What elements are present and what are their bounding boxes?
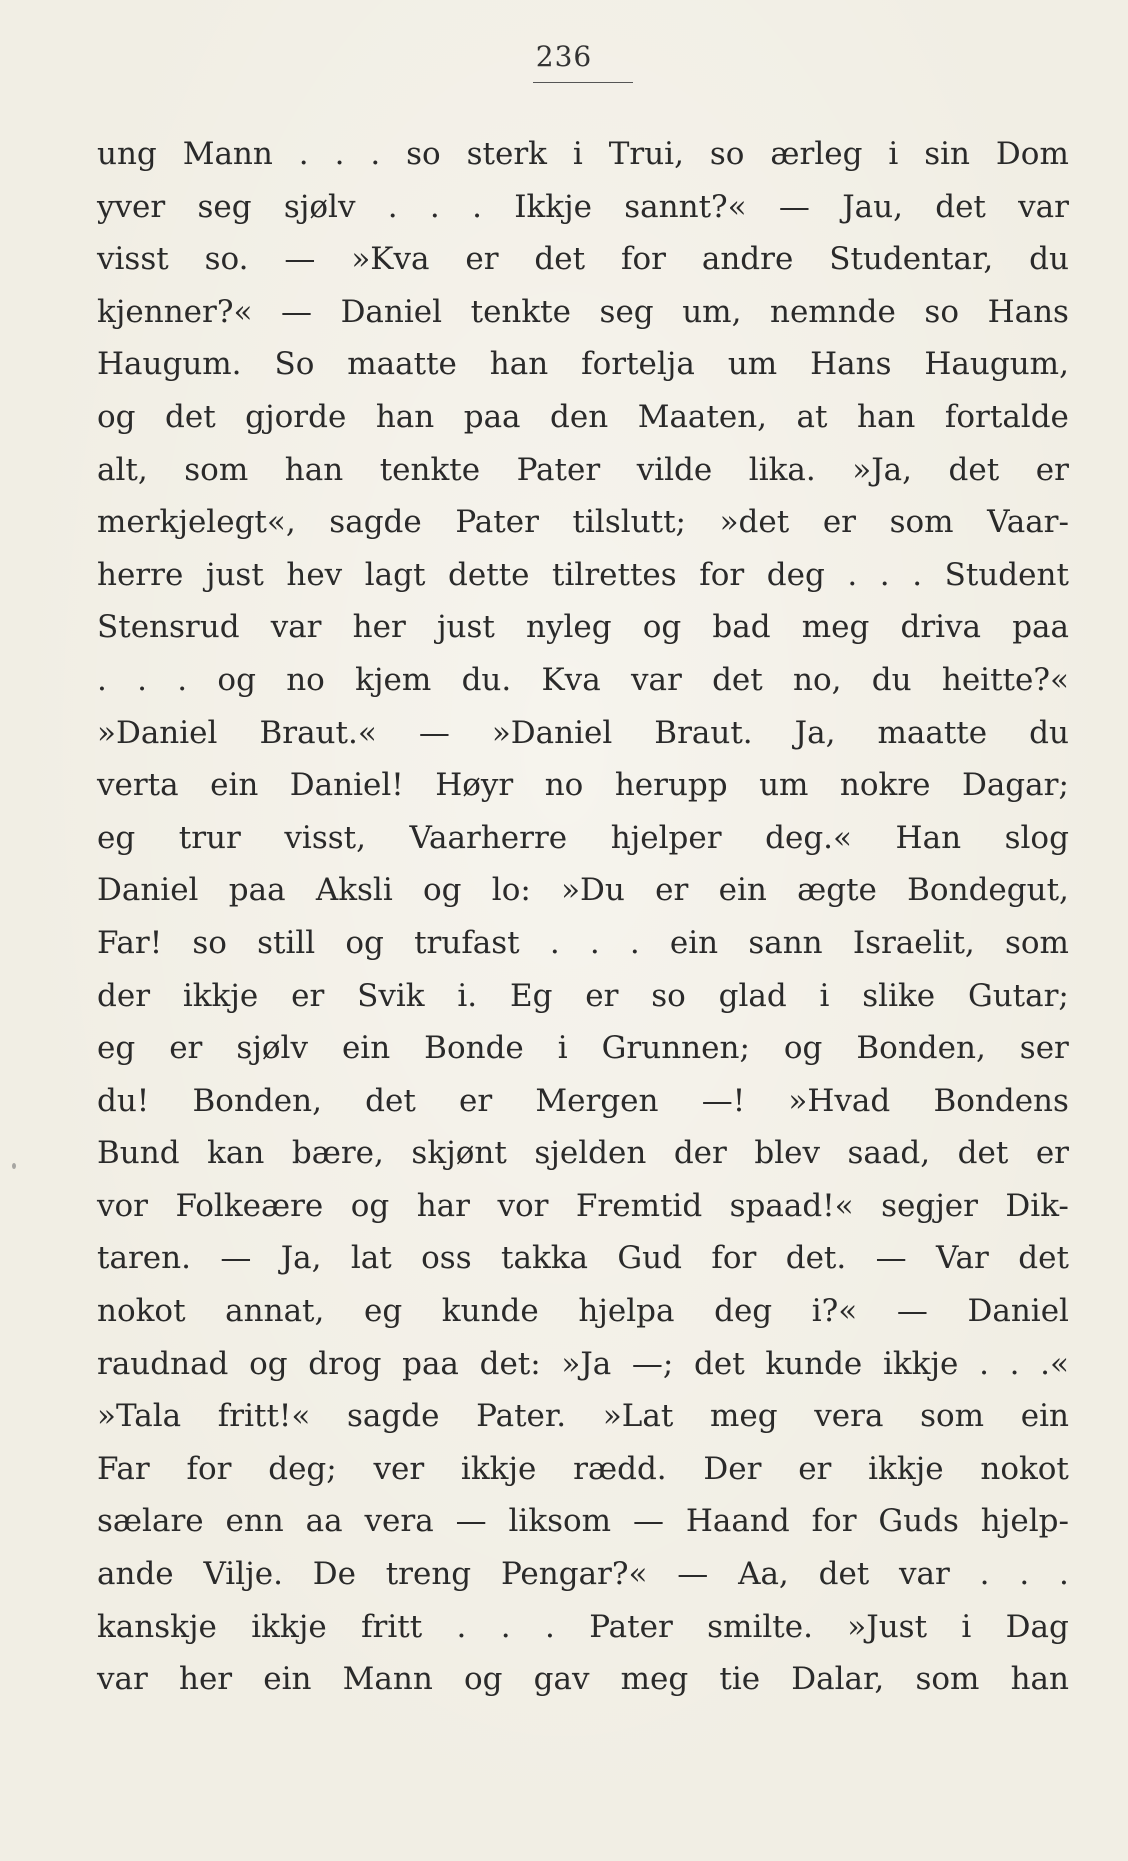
text-line: »Tala fritt!« sagde Pater. »Lat meg vera som ein — [97, 1398, 1069, 1435]
text-line: verta ein Daniel! Høyr no herupp um nokre Dagar; — [97, 767, 1069, 804]
text-line: . . . og no kjem du. Kva var det no, du heitte?« — [97, 661, 1069, 698]
text-line: ande Vilje. De treng Pengar?« — Aa, det var . . . — [97, 1556, 1069, 1593]
text-line: ung Mann . . . so sterk i Trui, so ærleg i sin Dom — [97, 136, 1069, 172]
text-line: du! Bonden, det er Mergen —! »Hvad Bondens — [97, 1082, 1069, 1119]
text-line: kjenner?« — Daniel tenkte seg um, nemnde so Hans — [97, 293, 1069, 330]
text-line: yver seg sjølv . . . Ikkje sannt?« — Jau, det var — [97, 188, 1069, 225]
text-line: herre just hev lagt dette tilrettes for deg . . . Student — [97, 556, 1069, 593]
text-line: vor Folkeære og har vor Fremtid spaad!« segjer Dik- — [97, 1187, 1069, 1224]
text-line: nokot annat, eg kunde hjelpa deg i?« — Daniel — [97, 1293, 1069, 1330]
text-line: Stensrud var her just nyleg og bad meg driva paa — [97, 609, 1069, 646]
text-line: var her ein Mann og gav meg tie Dalar, som han — [97, 1661, 1069, 1698]
text-line: »Daniel Braut.« — »Daniel Braut. Ja, maatte du — [97, 714, 1069, 751]
text-line: eg er sjølv ein Bonde i Grunnen; og Bonden, ser — [97, 1030, 1069, 1067]
body-text — [97, 128, 1069, 1706]
text-line: kanskje ikkje fritt . . . Pater smilte. »Just i Dag — [97, 1608, 1069, 1645]
text-line: visst so. — »Kva er det for andre Studentar, du — [97, 241, 1069, 278]
page-number: 236 — [535, 40, 593, 73]
text-line: eg trur visst, Vaarherre hjelper deg.« Han slog — [97, 819, 1069, 856]
text-line: Haugum. So maatte han fortelja um Hans Haugum, — [97, 346, 1069, 383]
text-line: Daniel paa Aksli og lo: »Du er ein ægte Bondegut, — [97, 872, 1069, 909]
text-line: Far! so still og trufast . . . ein sann Israelit, som — [97, 924, 1069, 961]
text-line: alt, som han tenkte Pater vilde lika. »Ja, det er — [97, 451, 1069, 488]
header-rule — [533, 82, 633, 83]
text-line: Bund kan bære, skjønt sjelden der blev saad, det er — [97, 1135, 1069, 1172]
text-line: der ikkje er Svik i. Eg er so glad i slike Gutar; — [97, 977, 1069, 1014]
text-line: raudnad og drog paa det: »Ja —; det kunde ikkje . . .« — [97, 1345, 1069, 1382]
text-line: merkjelegt«, sagde Pater tilslutt; »det er som Vaar- — [97, 504, 1069, 541]
text-line: Far for deg; ver ikkje rædd. Der er ikkje nokot — [97, 1450, 1069, 1487]
margin-speck — [12, 1163, 16, 1169]
text-line: sælare enn aa vera — liksom — Haand for Guds hjelp- — [97, 1503, 1069, 1540]
text-line: taren. — Ja, lat oss takka Gud for det. — Var det — [97, 1240, 1069, 1277]
text-line: og det gjorde han paa den Maaten, at han fortalde — [97, 398, 1069, 435]
